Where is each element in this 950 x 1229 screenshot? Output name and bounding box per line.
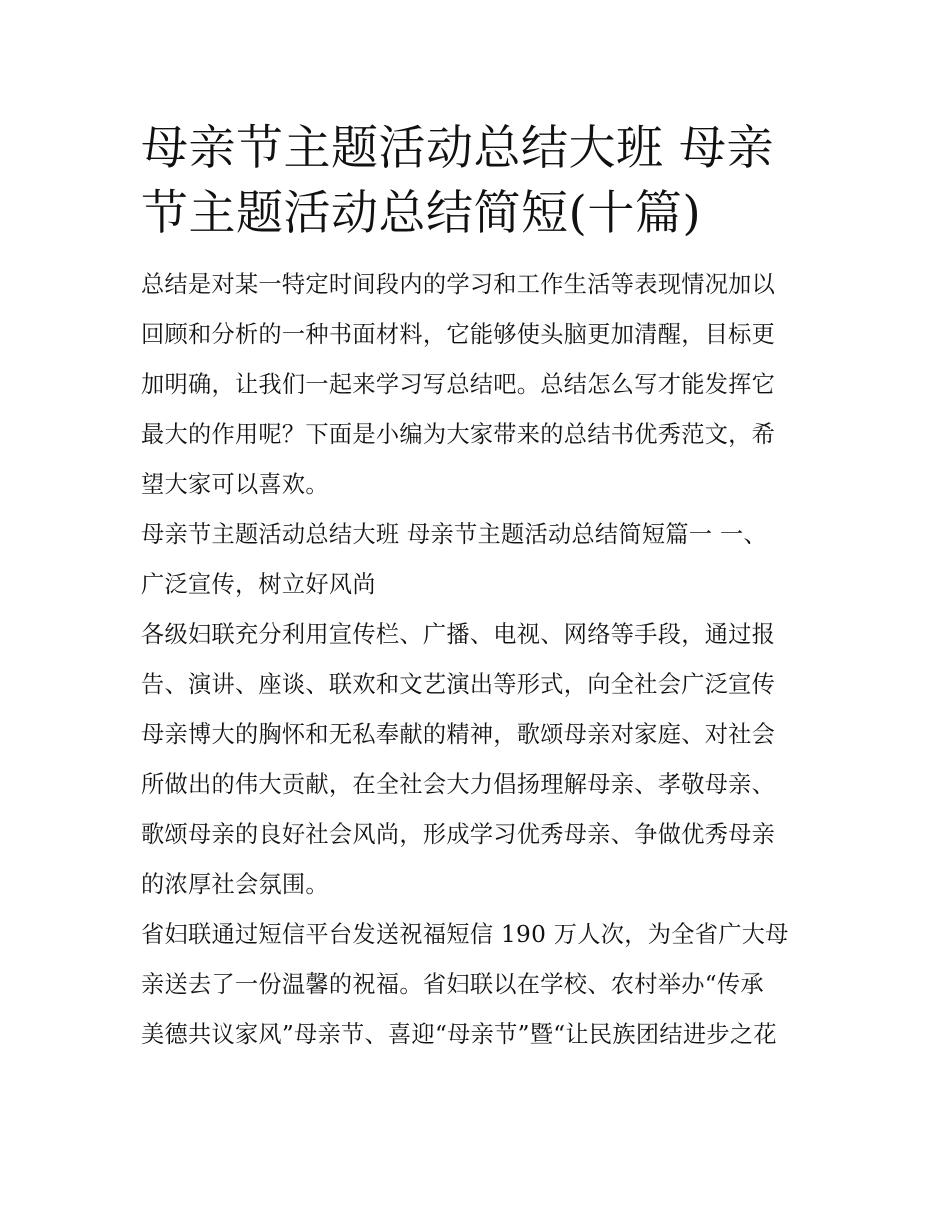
- body-paragraph: [141, 910, 813, 1060]
- document-body: [141, 260, 813, 1060]
- document-content: [141, 116, 813, 1060]
- text-line: 告、演讲、座谈、联欢和文艺演出等形式，向全社会广泛宣传: [141, 671, 776, 698]
- text-line: 母亲博大的胸怀和无私奉献的精神，歌颂母亲对家庭、对社会: [141, 721, 776, 748]
- section-heading-paragraph: [141, 510, 813, 610]
- text-line: 母亲节主题活动总结大班 母亲节主题活动总结简短篇一 一、: [141, 521, 768, 548]
- title-line: 母亲节主题活动总结大班 母亲: [141, 121, 774, 176]
- text-line: 广泛宣传，树立好风尚: [141, 571, 376, 598]
- body-paragraph: [141, 610, 813, 910]
- text-line: 回顾和分析的一种书面材料，它能够使头脑更加清醒，目标更: [141, 321, 776, 348]
- text-line: 所做出的伟大贡献，在全社会大力倡扬理解母亲、孝敬母亲、: [141, 771, 776, 798]
- text-line: 美德共议家风”母亲节、喜迎“母亲节”暨“让民族团结进步之花: [141, 1021, 777, 1048]
- text-line: 加明确，让我们一起来学习写总结吧。总结怎么写才能发挥它: [141, 371, 776, 398]
- title-line: 节主题活动总结简短(十篇): [141, 186, 702, 241]
- text-line: 各级妇联充分利用宣传栏、广播、电视、网络等手段，通过报: [141, 621, 776, 648]
- text-line: 歌颂母亲的良好社会风尚，形成学习优秀母亲、争做优秀母亲: [141, 821, 776, 848]
- text-line: 总结是对某一特定时间段内的学习和工作生活等表现情况加以: [141, 271, 776, 298]
- text-line: 省妇联通过短信平台发送祝福短信 190 万人次，为全省广大母: [141, 921, 789, 948]
- text-line: 望大家可以喜欢。: [141, 471, 329, 498]
- text-line: 的浓厚社会氛围。: [141, 871, 329, 898]
- text-line: 亲送去了一份温馨的祝福。省妇联以在学校、农村举办“传承: [141, 971, 764, 998]
- intro-paragraph: [141, 260, 813, 510]
- document-title: [141, 116, 813, 246]
- text-line: 最大的作用呢？下面是小编为大家带来的总结书优秀范文，希: [141, 421, 776, 448]
